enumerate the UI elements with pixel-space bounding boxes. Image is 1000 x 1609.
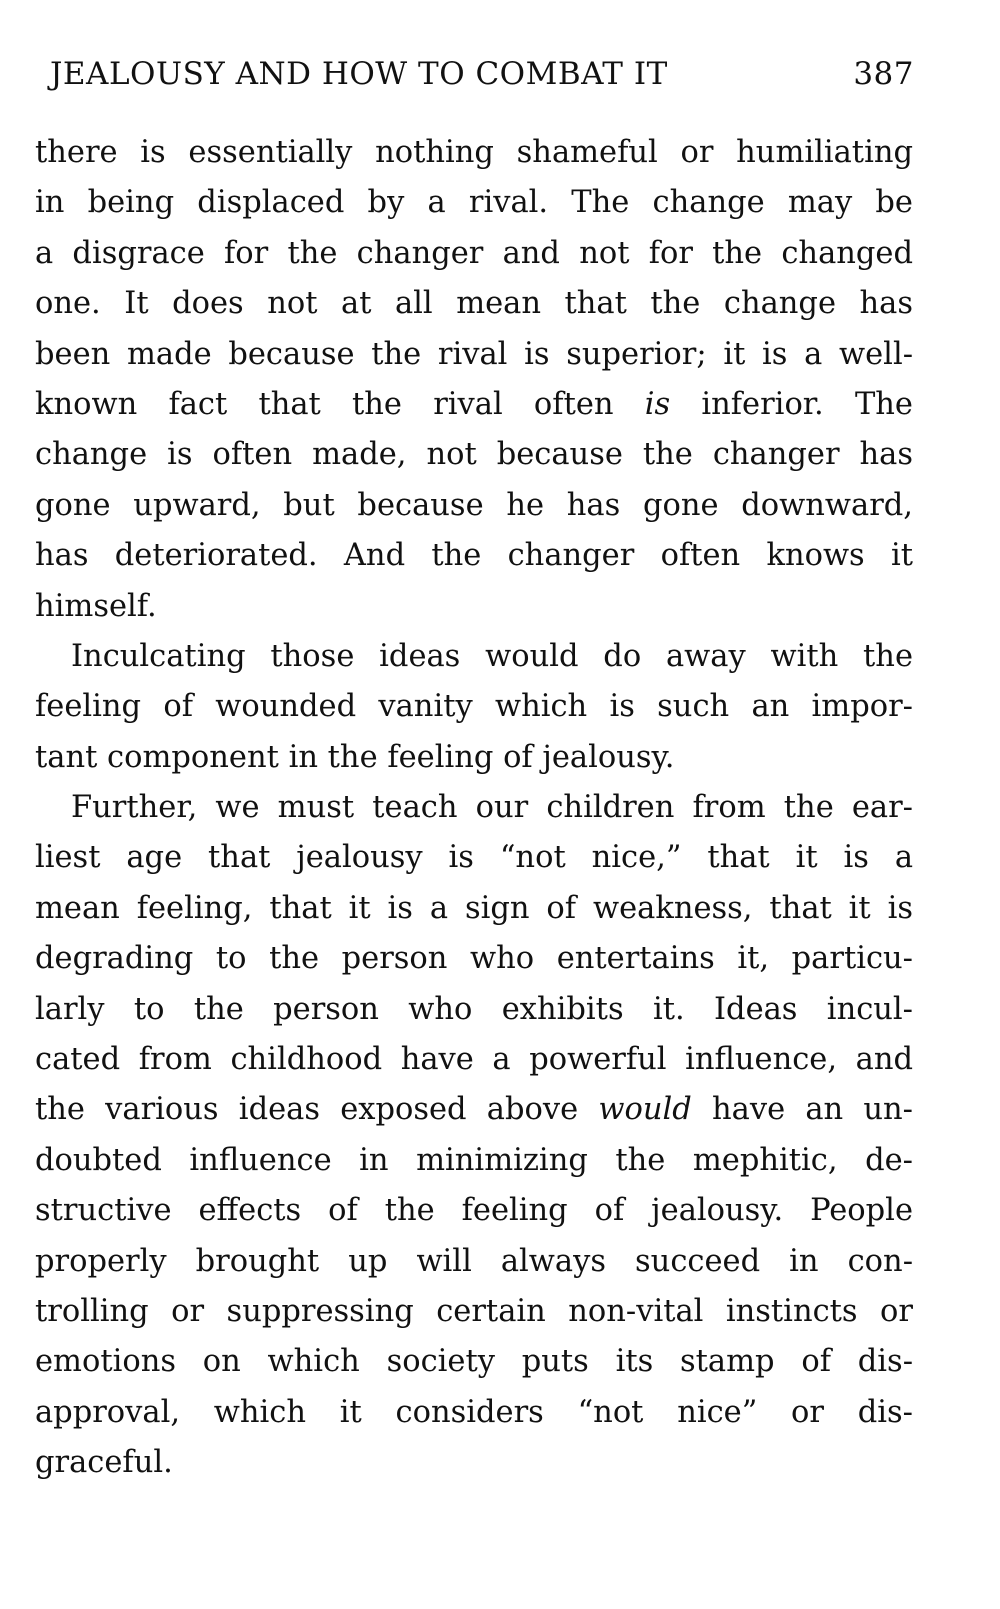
- line-text: mean feeling, that it is a sign of weakness, that it is: [35, 890, 913, 926]
- text-line: [35, 1085, 913, 1135]
- text-line: [35, 1035, 913, 1085]
- body-text: [35, 128, 913, 1489]
- italic-text: would: [598, 1092, 692, 1128]
- running-head: [50, 52, 914, 96]
- text-line: [35, 934, 913, 984]
- line-text: degrading to the person who entertains it, particu-: [35, 941, 913, 977]
- text-line: [35, 733, 913, 783]
- text-line: [35, 985, 913, 1035]
- text-line: [35, 1136, 913, 1186]
- line-text: inferior. The: [670, 386, 913, 422]
- text-line: [35, 1438, 913, 1488]
- line-text: graceful.: [35, 1445, 173, 1481]
- text-line: [35, 481, 913, 531]
- text-line: [35, 884, 913, 934]
- line-text: tant component in the feeling of jealousy.: [35, 739, 675, 775]
- line-text: known fact that the rival often: [35, 386, 645, 422]
- line-text: has deteriorated. And the changer often knows it: [35, 538, 913, 574]
- line-text: Further, we must teach our children from the ear-: [71, 790, 913, 826]
- line-text: there is essentially nothing shameful or humiliating: [35, 135, 913, 170]
- text-line: [35, 783, 913, 833]
- text-line: [35, 128, 913, 178]
- text-line: [35, 833, 913, 883]
- text-line: [35, 1337, 913, 1387]
- line-text: one. It does not at all mean that the change has: [35, 286, 913, 322]
- line-text: approval, which it considers “not nice” or dis-: [35, 1394, 913, 1430]
- line-text: doubted influence in minimizing the mephitic, de-: [35, 1142, 913, 1178]
- text-line: [35, 531, 913, 581]
- line-text: liest age that jealousy is “not nice,” that it is a: [35, 840, 913, 876]
- line-text: properly brought up will always succeed in con-: [35, 1243, 913, 1279]
- line-text: larly to the person who exhibits it. Ideas incul-: [35, 991, 913, 1027]
- line-text: himself.: [35, 588, 157, 624]
- text-line: [35, 229, 913, 279]
- italic-text: is: [644, 386, 671, 422]
- text-line: [35, 632, 913, 682]
- line-text: feeling of wounded vanity which is such an impor-: [35, 689, 913, 725]
- line-text: cated from childhood have a powerful influence, and: [35, 1042, 913, 1078]
- text-line: [35, 178, 913, 228]
- page-number: 387: [853, 56, 914, 92]
- line-text: in being displaced by a rival. The change may be: [35, 185, 913, 221]
- text-line: [35, 582, 913, 632]
- text-line: [35, 1237, 913, 1287]
- text-line: [35, 682, 913, 732]
- text-line: [35, 430, 913, 480]
- text-line: [35, 279, 913, 329]
- text-line: [35, 1186, 913, 1236]
- line-text: structive effects of the feeling of jealousy. People: [35, 1193, 913, 1229]
- line-text: have an un-: [691, 1092, 913, 1128]
- text-line: [35, 1388, 913, 1438]
- line-text: a disgrace for the changer and not for the changed: [35, 235, 913, 271]
- running-head-title: JEALOUSY AND HOW TO COMBAT IT: [50, 56, 668, 92]
- line-text: been made because the rival is superior; it is a well-: [35, 336, 913, 372]
- line-text: change is often made, not because the changer has: [35, 437, 913, 473]
- line-text: gone upward, but because he has gone downward,: [35, 487, 913, 523]
- text-line: [35, 380, 913, 430]
- line-text: Inculcating those ideas would do away with the: [71, 638, 913, 674]
- line-text: the various ideas exposed above: [35, 1092, 599, 1128]
- line-text: trolling or suppressing certain non-vital instincts or: [35, 1293, 913, 1329]
- text-line: [35, 1287, 913, 1337]
- text-line: [35, 330, 913, 380]
- line-text: emotions on which society puts its stamp of dis-: [35, 1344, 913, 1380]
